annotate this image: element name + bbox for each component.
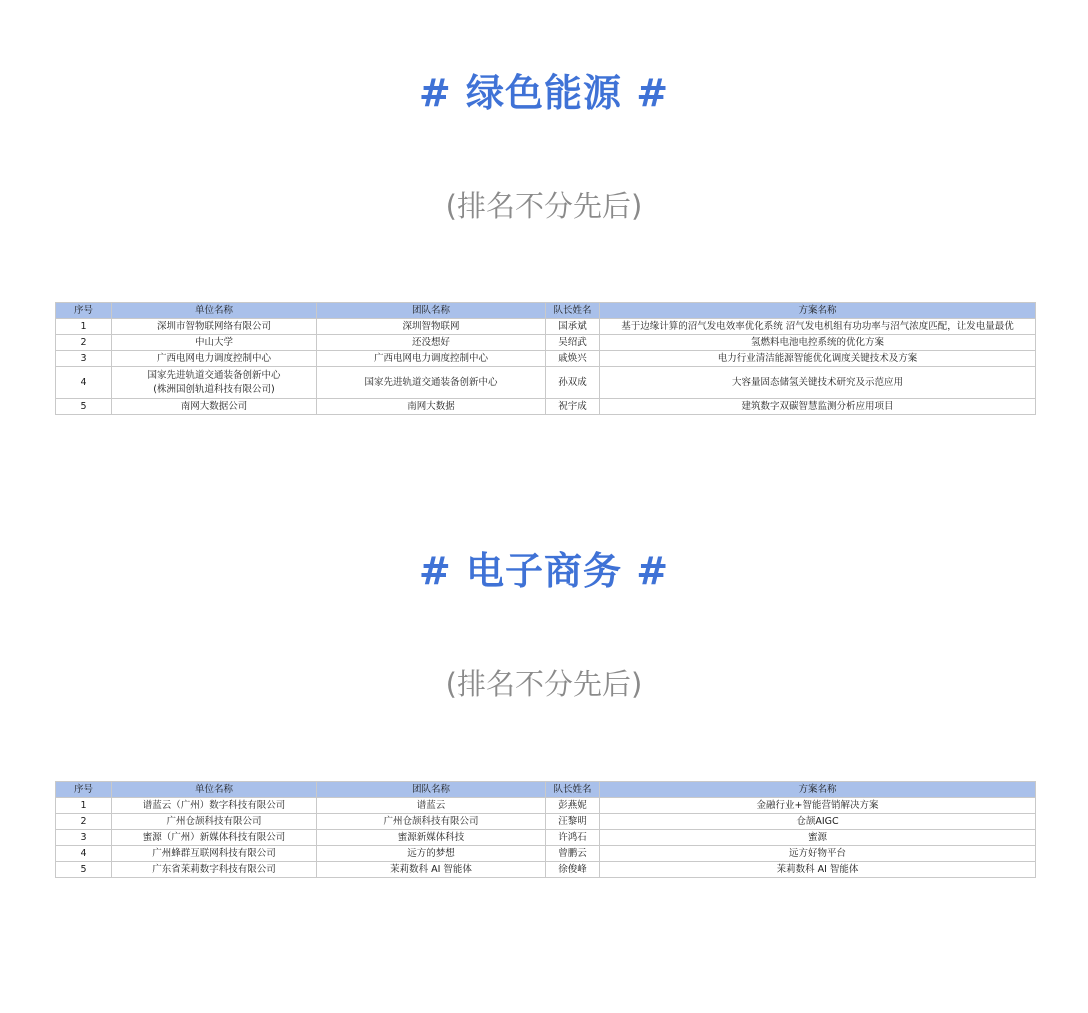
cell-organization: 深圳市智物联网络有限公司 <box>112 319 317 335</box>
table-row <box>56 335 1036 351</box>
cell-team: 茉莉数科 AI 智能体 <box>317 862 546 878</box>
table-row <box>56 846 1036 862</box>
table-header-row <box>56 303 1036 319</box>
table-row <box>56 830 1036 846</box>
table-row <box>56 399 1036 415</box>
cell-team: 南网大数据 <box>317 399 546 415</box>
cell-organization: 中山大学 <box>112 335 317 351</box>
cell-index: 2 <box>56 814 112 830</box>
table-body <box>56 798 1036 878</box>
cell-index: 5 <box>56 862 112 878</box>
table-row <box>56 862 1036 878</box>
cell-organization: 谱蓝云（广州）数字科技有限公司 <box>112 798 317 814</box>
table-row <box>56 319 1036 335</box>
cell-captain: 汪黎明 <box>546 814 600 830</box>
cell-captain: 徐俊峰 <box>546 862 600 878</box>
column-header-team: 团队名称 <box>317 782 546 798</box>
cell-team: 谱蓝云 <box>317 798 546 814</box>
cell-index: 5 <box>56 399 112 415</box>
cell-captain: 戚焕兴 <box>546 351 600 367</box>
column-header-index: 序号 <box>56 782 112 798</box>
cell-proposal: 电力行业清洁能源智能优化调度关键技术及方案 <box>600 351 1036 367</box>
section-title-ecommerce: # 电子商务 # <box>418 549 670 593</box>
cell-proposal: 金融行业+智能营销解决方案 <box>600 798 1036 814</box>
table-row <box>56 798 1036 814</box>
cell-line: (株洲国创轨道科技有限公司) <box>153 383 275 395</box>
cell-team: 远方的梦想 <box>317 846 546 862</box>
section-title-green-energy: # 绿色能源 # <box>418 71 670 115</box>
cell-proposal: 远方好物平台 <box>600 846 1036 862</box>
column-header-captain: 队长姓名 <box>546 303 600 319</box>
column-header-proposal: 方案名称 <box>600 782 1036 798</box>
cell-proposal: 大容量固态储氢关键技术研究及示范应用 <box>600 367 1036 399</box>
cell-proposal: 氢燃料电池电控系统的优化方案 <box>600 335 1036 351</box>
cell-organization: 广西电网电力调度控制中心 <box>112 351 317 367</box>
cell-proposal: 茉莉数科 AI 智能体 <box>600 862 1036 878</box>
cell-index: 2 <box>56 335 112 351</box>
table-row <box>56 367 1036 399</box>
column-header-proposal: 方案名称 <box>600 303 1036 319</box>
cell-team: 广西电网电力调度控制中心 <box>317 351 546 367</box>
cell-index: 1 <box>56 319 112 335</box>
cell-index: 3 <box>56 830 112 846</box>
ecommerce-table <box>55 781 1036 878</box>
cell-organization: 广州蜂群互联网科技有限公司 <box>112 846 317 862</box>
cell-proposal: 建筑数字双碳智慧监测分析应用项目 <box>600 399 1036 415</box>
cell-team: 深圳智物联网 <box>317 319 546 335</box>
cell-organization: 蜜源（广州）新媒体科技有限公司 <box>112 830 317 846</box>
section-subtitle-green-energy: (排名不分先后) <box>445 189 643 223</box>
cell-captain: 吴绍武 <box>546 335 600 351</box>
cell-proposal: 仓颉AIGC <box>600 814 1036 830</box>
column-header-index: 序号 <box>56 303 112 319</box>
cell-proposal: 蜜源 <box>600 830 1036 846</box>
cell-team: 广州仓颉科技有限公司 <box>317 814 546 830</box>
column-header-captain: 队长姓名 <box>546 782 600 798</box>
table-body <box>56 319 1036 415</box>
cell-captain: 祝宇成 <box>546 399 600 415</box>
column-header-organization: 单位名称 <box>112 782 317 798</box>
cell-captain: 国承斌 <box>546 319 600 335</box>
cell-captain: 许鸿石 <box>546 830 600 846</box>
cell-proposal: 基于边缘计算的沼气发电效率优化系统 沼气发电机组有功功率与沼气浓度匹配，让发电量最优 <box>600 319 1036 335</box>
cell-organization: 广东省茉莉数字科技有限公司 <box>112 862 317 878</box>
cell-organization: 南网大数据公司 <box>112 399 317 415</box>
table-header-row <box>56 782 1036 798</box>
cell-captain: 孙双成 <box>546 367 600 399</box>
cell-captain: 曾鹏云 <box>546 846 600 862</box>
cell-index: 1 <box>56 798 112 814</box>
cell-line: 国家先进轨道交通装备创新中心 <box>147 369 281 381</box>
cell-index: 4 <box>56 846 112 862</box>
table-row <box>56 814 1036 830</box>
cell-captain: 彭燕妮 <box>546 798 600 814</box>
column-header-organization: 单位名称 <box>112 303 317 319</box>
cell-team: 还没想好 <box>317 335 546 351</box>
section-subtitle-ecommerce: (排名不分先后) <box>445 667 643 701</box>
cell-index: 3 <box>56 351 112 367</box>
cell-team: 国家先进轨道交通装备创新中心 <box>317 367 546 399</box>
cell-team: 蜜源新媒体科技 <box>317 830 546 846</box>
cell-organization: 广州仓颉科技有限公司 <box>112 814 317 830</box>
column-header-team: 团队名称 <box>317 303 546 319</box>
cell-index: 4 <box>56 367 112 399</box>
table-row <box>56 351 1036 367</box>
cell-organization <box>112 367 317 399</box>
green-energy-table <box>55 302 1036 415</box>
